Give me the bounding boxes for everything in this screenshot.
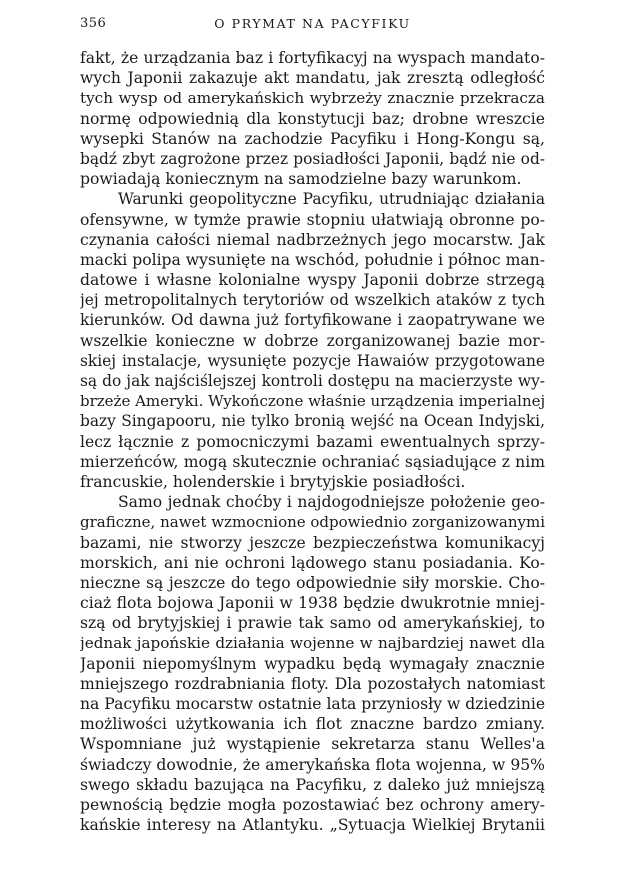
text-line: możliwości użytkowania ich flot znaczne bardzo zmiany. (80, 715, 545, 734)
text-line: bazami, nie stworzy jeszcze bezpieczeństwa komunikacyj (80, 533, 545, 552)
text-line: mniejszego rozdrabniania floty. Dla pozostałych natomiast (80, 674, 545, 693)
text-line: nieczne są jeszcze do tego odpowiednie siły morskie. Cho- (80, 573, 545, 592)
text-line: brzeże Ameryki. Wykończone właśnie urządzenia imperialnej (80, 392, 545, 411)
text-line: kierunków. Od dawna już fortyfikowane i zaopatrywane we (80, 311, 545, 330)
text-line: datowe i własne kolonialne wyspy Japonii dobrze strzegą (80, 271, 545, 290)
text-line: fakt, że urządzania baz i fortyfikacyj na wyspach mandato- (80, 49, 545, 67)
text-line: graficzne, nawet wzmocnione odpowiednio zorganizowanymi (80, 513, 545, 532)
text-line: są do jak najściślejszej kontroli dostępu na macierzyste wy- (80, 372, 545, 390)
text-line: kańskie interesy na Atlantyku. „Sytuacja Wielkiej Brytanii (80, 816, 545, 835)
text-line: wysepki Stanów na zachodzie Pacyfiku i Hong-Kongu są, (80, 129, 545, 148)
text-line: francuskie, holenderskie i brytyjskie posiadłości. (80, 472, 466, 491)
text-line: pewnością będzie mogła pozostawiać bez ochrony amery- (80, 795, 545, 814)
text-line: Wspomniane już wystąpienie sekretarza stanu Welles'a (80, 735, 545, 754)
body-text (80, 48, 545, 835)
text-line: wszelkie konieczne w dobrze zorganizowanej bazie mor- (80, 331, 545, 350)
text-line: tych wysp od amerykańskich wybrzeży znacznie przekracza (80, 89, 545, 108)
text-line: Japonii niepomyślnym wypadku będą wymagały znacznie (80, 654, 545, 673)
text-line: jej metropolitalnych terytoriów od wszelkich ataków z tych (80, 291, 545, 310)
text-line: szą od brytyjskiej i prawie tak samo od amerykańskiej, to (80, 614, 545, 633)
text-line: bazy Singapooru, nie tylko bronią wejść na Ocean Indyjski, (80, 412, 545, 431)
text-line: ciaż flota bojowa Japonii w 1938 będzie dwukrotnie mniej- (80, 594, 545, 613)
text-line: powiadają koniecznym na samodzielne bazy warunkom. (80, 170, 522, 189)
text-line: świadczy dowodnie, że amerykańska flota wojenna, w 95% (80, 755, 545, 774)
text-line: normę odpowiednią dla konstytucji baz; drobne wreszcie (80, 109, 545, 128)
text-line: Samo jednak choćby i najdogodniejsze położenie geo- (118, 493, 545, 512)
text-line: mierzeńców, mogą skutecznie ochraniać sąsiadujące z nim (80, 452, 545, 471)
page-header (80, 16, 545, 36)
running-title: O PRYMAT NA PACYFIKU (214, 16, 411, 31)
text-line: czynania całości niemal nadbrzeżnych jego mocarstw. Jak (80, 230, 545, 249)
page-number: 356 (80, 16, 107, 31)
text-line: swego składu bazująca na Pacyfiku, z daleko już mniejszą (80, 775, 545, 794)
text-line: jednak japońskie działania wojenne w najbardziej nawet dla (80, 634, 545, 653)
text-line: ofensywne, w tymże prawie stopniu ułatwiają obronne po- (80, 210, 545, 229)
text-line: macki polipa wysunięte na wschód, południe i północ man- (80, 250, 545, 269)
text-line: skiej instalacje, wysunięte pozycje Hawaiów przygotowane (80, 351, 545, 370)
text-line: bądź zbyt zagrożone przez posiadłości Japonii, bądź nie od- (80, 149, 545, 168)
text-line: morskich, ani nie ochroni lądowego stanu posiadania. Ko- (80, 553, 545, 572)
text-line: Warunki geopolityczne Pacyfiku, utrudniając działania (118, 190, 545, 209)
text-line: wych Japonii zakazuje akt mandatu, jak zresztą odległość (80, 69, 545, 88)
text-line: na Pacyfiku mocarstw ostatnie lata przyniosły w dziedzinie (80, 695, 545, 713)
text-line: lecz łącznie z pomocniczymi bazami ewentualnych sprzy- (80, 432, 545, 451)
